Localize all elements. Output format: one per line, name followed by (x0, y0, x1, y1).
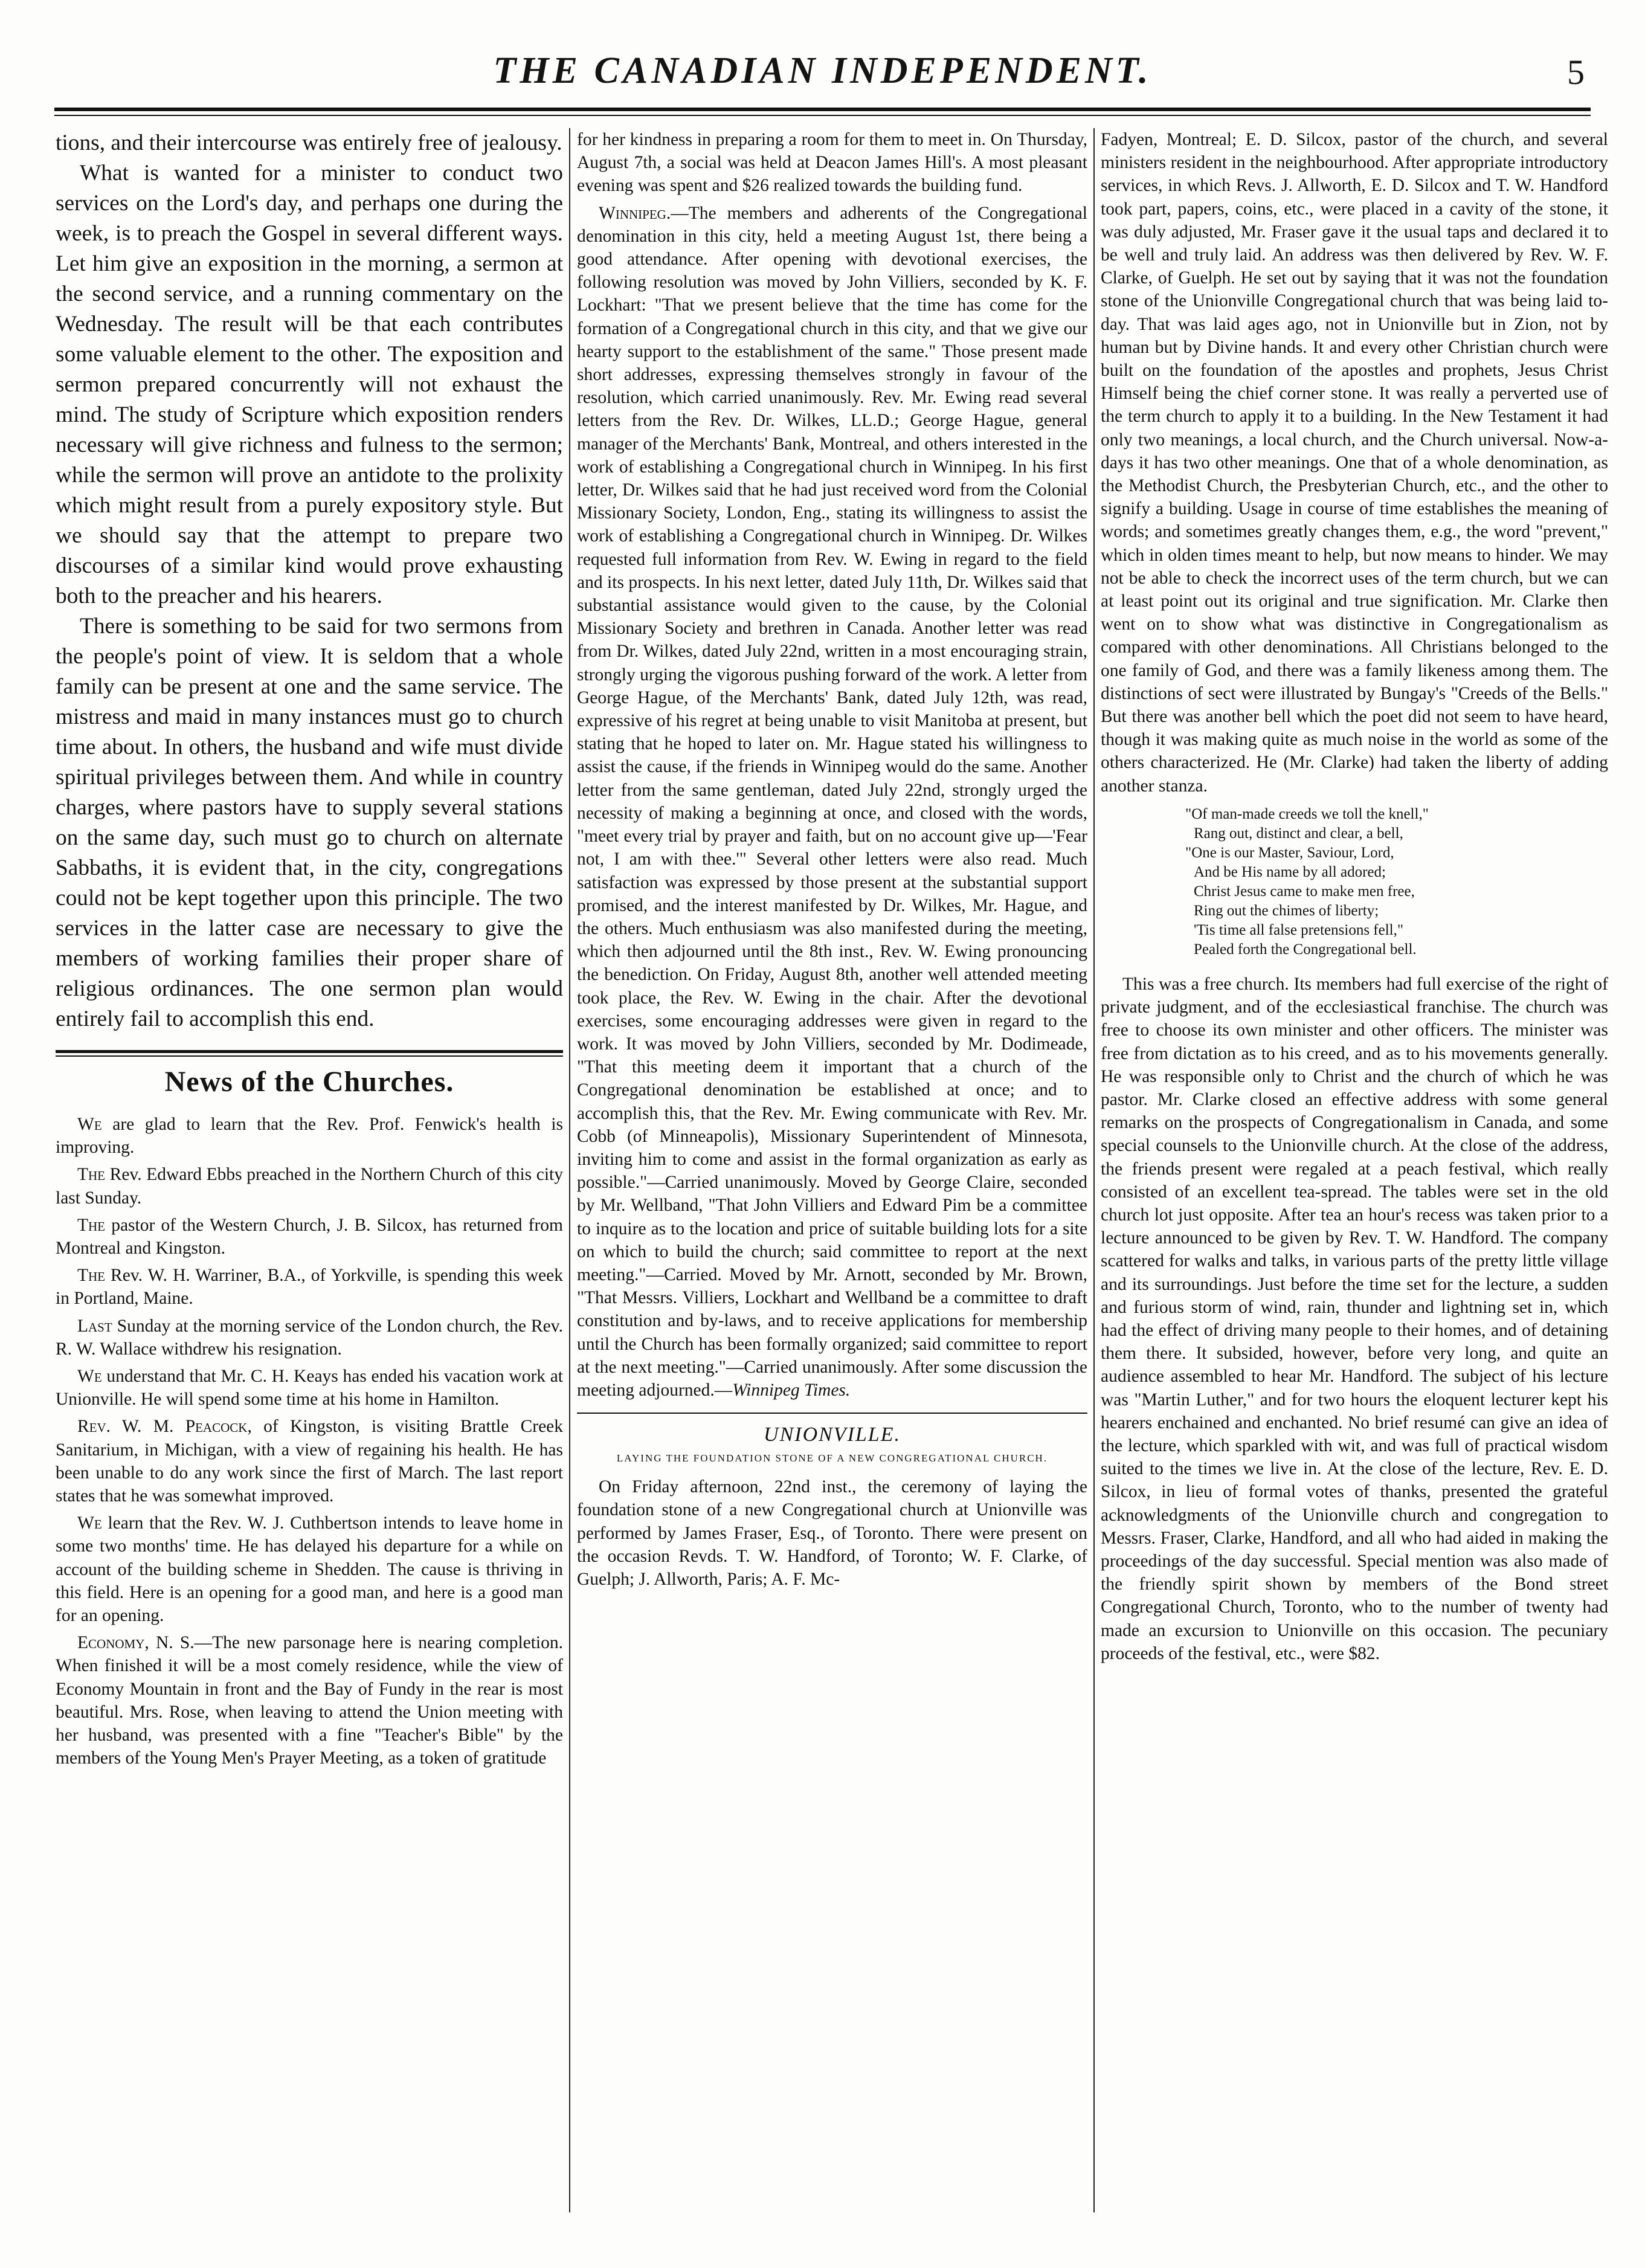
section-rule (577, 1413, 1087, 1414)
news-item: The pastor of the Western Church, J. B. Silcox, has returned from Montreal and Kingston. (56, 1215, 563, 1258)
article-paragraph: tions, and their intercourse was entirely free of jealousy. (56, 130, 562, 155)
article-paragraph: What is wanted for a minister to conduct two services on the Lord's day, and perhaps one during the week, is to preach the Gospel in several different ways. Let him give an exposition in the morning, a sermon at the second service, and a running commentary on the Wednesday. The result will be that each contributes some valuable element to the other. The exposition and sermon prepared concurrently will not exhaust the mind. The study of Scripture which exposition renders necessary will give richness and fulness to the sermon; while the sermon will prove an antidote to the prolixity which might result from a purely expository style. But we should say that the attempt to prepare two discourses of a similar kind would prove exhausting both to the preacher and his hearers. (56, 161, 563, 608)
poem-line: Rang out, distinct and clear, a bell, (1194, 825, 1403, 842)
news-item: We are glad to learn that the Rev. Prof. Fenwick's health is improving. (56, 1115, 563, 1158)
section-rule (56, 1050, 563, 1053)
unionville-paragraph: On Friday afternoon, 22nd inst., the ceremony of laying the foundation stone of a new Congregational church at Unionville was performed by James Fraser, Esq., of Toronto. There were present on the occasion Revds. T. W. Handford, of Toronto; W. F. Clarke, of Guelph; J. Allworth, Paris; A. F. Mc- (577, 1477, 1087, 1589)
poem-line: Pealed forth the Congregational bell. (1194, 941, 1417, 958)
masthead-rule (54, 108, 1591, 111)
unionville-paragraph: Fadyen, Montreal; E. D. Silcox, pastor of the church, and several ministers resident in the neighbourhood. After appropriate introductory services, in which Revs. J. Allworth, E. D. Silcox and T. W. Handford took part, papers, coins, etc., were placed in a cavity of the stone, it was duly adjusted, Mr. Fraser gave it the usual taps and declared it to be well and truly laid. An address was then delivered by Rev. W. F. Clarke, of Guelph. He set out by saying that it was not the foundation stone of the Unionville Congregational church that was being laid to-day. That was laid ages ago, not in Unionville but in Zion, not by human but by Divine hands. It and every other Christian church were built on the foundation of the apostles and prophets, Jesus Christ Himself being the chief corner stone. It was really a perverted use of the term church to apply it to a building. In the New Testament it had only two meanings, a local church, and the Church universal. Now-a-days it has two other meanings. One that of a whole denomination, as the Methodist Church, the Presbyterian Church, etc., and the other to signify a building. Usage in course of time establishes the meaning of words; and sometimes greatly changes them, e.g., the word "prevent," which in olden times meant to help, but now means to hinder. We may not be able to check the incorrect uses of the term church, but we can at least point out its original and true signification. Mr. Clarke then went on to show what was distinctive in Congregationalism as compared with other denominations. All Christians belonged to the one family of God, and there was a family likeness among them. The distinctions of sect were illustrated by Bungay's "Creeds of the Bells." But there was another bell which the poet did not seem to have heard, though it was making quite as much noise in the world as some of the others characterized. He (Mr. Clarke) had taken the liberty of adding another stanza. (1101, 130, 1608, 796)
news-item: Economy, N. S.—The new parsonage here is nearing completion. When finished it will be a most comely residence, while the view of Economy Mountain in front and the Bay of Fundy in the rear is most beautiful. Mrs. Rose, when leaving to attend the Union meeting with her husband, was presented with a fine "Teacher's Bible" by the members of the Young Men's Prayer Meeting, as a token of gratitude (56, 1633, 563, 1768)
poem-line: Christ Jesus came to make men free, (1194, 883, 1415, 900)
column-divider (1093, 128, 1095, 2212)
news-item: We understand that Mr. C. H. Keays has ended his vacation work at Unionville. He will spend some time at his home in Hamilton. (56, 1367, 563, 1409)
news-item: Last Sunday at the morning service of the London church, the Rev. R. W. Wallace withdrew his resignation. (56, 1316, 563, 1359)
unionville-deck: LAYING THE FOUNDATION STONE OF A NEW CONGREGATIONAL CHURCH. (616, 1452, 1048, 1464)
news-item: for her kindness in preparing a room for them to meet in. On Thursday, August 7th, a social was held at Deacon James Hill's. A most pleasant evening was spent and $26 realized towards the building fund. (577, 130, 1087, 196)
news-item: The Rev. W. H. Warriner, B.A., of Yorkville, is spending this week in Portland, Maine. (56, 1266, 563, 1309)
column-left (56, 128, 563, 2218)
publication-title: THE CANADIAN INDEPENDENT. (493, 50, 1152, 91)
unionville-heading: UNIONVILLE. (764, 1423, 901, 1446)
news-section-heading: News of the Churches. (164, 1066, 454, 1098)
news-item: The Rev. Edward Ebbs preached in the Northern Church of this city last Sunday. (56, 1165, 563, 1208)
poem-line: 'Tis time all false pretensions fell," (1194, 921, 1404, 938)
poem-line: Ring out the chimes of liberty; (1194, 902, 1379, 919)
column-right (1101, 128, 1608, 2218)
news-item-winnipeg: Winnipeg.—The members and adherents of the Congregational denomination in this city, held a meeting August 1st, there being a good attendance. After opening with devotional exercises, the following resolution was moved by John Villiers, seconded by K. F. Lockhart: "That we present believe that the time has come for the formation of a Congregational church in this city, and that we give our hearty support to the establishment of the same." Those present made short addresses, expressing themselves strongly in favour of the resolution, which carried unanimously. Rev. Mr. Ewing read several letters from the Rev. Dr. Wilkes, LL.D.; George Hague, general manager of the Merchants' Bank, Montreal, and others interested in the work of establishing a Congregational church in Winnipeg. In his first letter, Dr. Wilkes said that he had just received word from the Colonial Missionary Society, London, Eng., stating its willingness to assist the work of establishing a Congregational church in Winnipeg. Dr. Wilkes requested full information from Rev. W. Ewing in regard to the field and its prospects. In his next letter, dated July 11th, Dr. Wilkes said that substantial assistance would given to the cause, by the Colonial Missionary Society and brethren in Canada. Another letter was read from Dr. Wilkes, dated July 22nd, written in a most encouraging strain, strongly urging the vigorous pushing forward of the work. A letter from George Hague, of the Merchants' Bank, dated July 12th, was read, expressive of his regret at being unable to visit Manitoba at present, but stating that he hoped to later on. Mr. Hague stated his willingness to assist the cause, if the friends in Winnipeg would do the same. Another letter from the same gentleman, dated July 22nd, strongly urged the necessity of making a beginning at once, and closed with the words, "meet every trial by prayer and faith, but on no account give up—'Fear not, I am with thee.'" Several other letters were also read. Much satisfaction was expressed by those present at the substantial support promised, and the interest manifested by Dr. Wilkes, Mr. Hague, and the others. Much enthusiasm was also manifested during the meeting, which then adjourned until the 8th inst., Rev. W. Ewing pronouncing the benediction. On Friday, August 8th, another well attended meeting took place, the Rev. W. Ewing in the chair. After the devotional exercises, some encouraging addresses were given in regard to the work. It was moved by John Villiers, seconded by Mr. Dodimeade, "That this meeting deem it important that a church of the Congregational denomination be established at once; and to accomplish this, that the Rev. Mr. Ewing communicate with Rev. Mr. Cobb (of Minneapolis), Missionary Superintendent of Minnesota, inviting him to come and assist in the formal organization as early as possible."—Carried unanimously. Moved by George Claire, seconded by Mr. Wellband, "That John Villiers and Edward Pim be a committee to inquire as to the location and price of suitable building lots for a site on which to build the church; said committee to report at the next meeting."—Carried. Moved by Mr. Arnott, seconded by Mr. Brown, "That Messrs. Villiers, Lockhart and Wellband be a committee to draft constitution and by-laws, and to receive applications for membership until the Church has been formally organized; said committee to report at the next meeting."—Carried unanimously. After some discussion the meeting adjourned.—Winnipeg Times. (577, 203, 1087, 1400)
poem-line: "Of man-made creeds we toll the knell," (1185, 805, 1429, 822)
poem-line: "One is our Master, Saviour, Lord, (1185, 844, 1394, 861)
page-number: 5 (1567, 53, 1585, 92)
poem-stanza (1185, 805, 1608, 959)
poem-line: And be His name by all adored; (1194, 863, 1386, 880)
masthead (54, 36, 1591, 121)
article-paragraph: There is something to be said for two sermons from the people's point of view. It is seldom that a whole family can be present at one and the same service. The mistress and maid in many instances must go to church time about. In others, the husband and wife must divide spiritual privileges between them. And while in country charges, where pastors have to supply several stations on the same day, such must go to church on alternate Sabbaths, it is evident that, in the city, congregations could not be kept together upon this principle. The two services in the latter case are necessary to give the members of working families their proper share of religious ordinances. The one sermon plan would entirely fail to accomplish this end. (56, 614, 563, 1031)
column-middle (577, 128, 1087, 2218)
news-item: Rev. W. M. Peacock, of Kingston, is visiting Brattle Creek Sanitarium, in Michigan, with a view of regaining his health. He has been unable to do any work since the first of March. The last report states that he was somewhat improved. (56, 1417, 563, 1506)
masthead-rule-thin (54, 115, 1591, 116)
section-rule-thin (56, 1055, 563, 1057)
unionville-paragraph: This was a free church. Its members had full exercise of the right of private judgment, and of the ecclesiastical franchise. The church was free to choose its own minister and other officers. The minister was free from dictation as to his creed, and as to his movements generally. He was responsible only to Christ and the church of which he was pastor. Mr. Clarke closed an effective address with some general remarks on the prospects of Congregationalism in Canada, and some special counsels to the Unionville church. At the close of the address, the friends present were regaled at a peach festival, which really consisted of an excellent tea-spread. The tables were set in the old church lot just opposite. After tea an hour's recess was taken prior to a lecture announced to be given by Rev. T. W. Handford. The company scattered for walks and talks, in various parts of the pretty little village and its surroundings. Just before the time set for the lecture, a sudden and furious storm of wind, rain, thunder and lightning set in, which had the effect of driving many people to their homes, and of detaining them there. It subsided, however, before very long, and quite an audience assembled to hear Mr. Handford. The subject of his lecture was "Martin Luther," and for two hours the eloquent lecturer kept his hearers enchained and enchanted. No brief resumé can give an idea of the lecture, which sparkled with wit, and was full of practical wisdom suited to the times we live in. At the close of the lecture, Rev. E. D. Silcox, in lieu of formal votes of thanks, presented the grateful acknowledgments of the Unionville church and congregation to Messrs. Fraser, Clarke, Handford, and all who had aided in making the proceedings of the day successful. Special mention was also made of the friendly spirit shown by members of the Bond street Congregational Church, Toronto, who to the number of twenty had made an excursion to Unionville on this occasion. The pecuniary proceeds of the festival, etc., were $82. (1101, 974, 1608, 1663)
column-divider (569, 128, 570, 2212)
news-item: We learn that the Rev. W. J. Cuthbertson intends to leave home in some two months' time. He has delayed his departure for a while on account of the building scheme in Shedden. The cause is thriving in this field. Here is an opening for a good man, and here is a good man for an opening. (56, 1513, 563, 1626)
